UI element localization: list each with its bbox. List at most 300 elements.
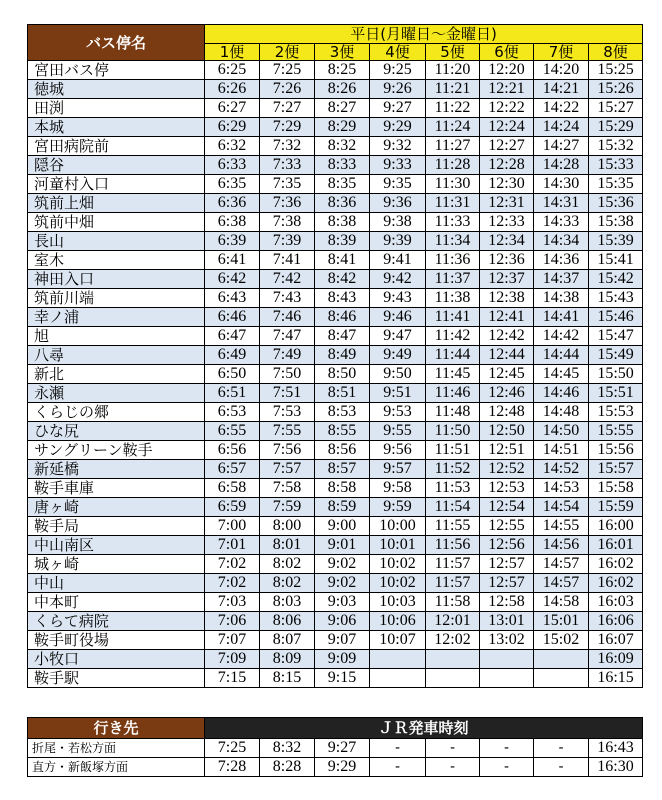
departure-time: 11:30 (426, 175, 480, 194)
bus-stop-name: 新延橋 (28, 460, 205, 479)
jr-departure-time: - (370, 758, 426, 777)
departure-time: 10:02 (370, 555, 426, 574)
departure-time: 12:50 (480, 422, 534, 441)
departure-time: 10:01 (370, 536, 426, 555)
departure-time: 15:32 (589, 137, 643, 156)
bus-stop-name: くらじの郷 (28, 403, 205, 422)
departure-time: 6:33 (205, 156, 260, 175)
departure-time: 12:42 (480, 327, 534, 346)
run-number-header: 5便 (426, 44, 480, 61)
departure-time: 9:41 (370, 251, 426, 270)
departure-time: 14:37 (534, 270, 589, 289)
departure-time: 14:42 (534, 327, 589, 346)
departure-time: 14:41 (534, 308, 589, 327)
departure-time: 6:43 (205, 289, 260, 308)
table-row (28, 99, 643, 118)
departure-time: 12:33 (480, 213, 534, 232)
departure-time: 15:27 (589, 99, 643, 118)
departure-time: 9:33 (370, 156, 426, 175)
bus-stop-name: 中本町 (28, 593, 205, 612)
departure-time: 14:52 (534, 460, 589, 479)
bus-stop-name: 城ヶ崎 (28, 555, 205, 574)
timetable-body (28, 61, 643, 688)
departure-time: 6:53 (205, 403, 260, 422)
table-row (28, 460, 643, 479)
departure-time: 11:41 (426, 308, 480, 327)
table-row (28, 631, 643, 650)
departure-time: 11:24 (426, 118, 480, 137)
departure-time: 14:44 (534, 346, 589, 365)
bus-stop-name: 筑前上畑 (28, 194, 205, 213)
bus-stop-name: 筑前川端 (28, 289, 205, 308)
jr-row (28, 758, 643, 777)
run-number-header: 4便 (370, 44, 426, 61)
departure-time: 15:53 (589, 403, 643, 422)
departure-time: 8:09 (260, 650, 315, 669)
departure-time: 9:26 (370, 80, 426, 99)
bus-stop-name: 中山南区 (28, 536, 205, 555)
departure-time: 14:38 (534, 289, 589, 308)
departure-time: 9:25 (370, 61, 426, 80)
bus-stop-name: 幸ノ浦 (28, 308, 205, 327)
departure-time (480, 650, 534, 669)
departure-time: 15:38 (589, 213, 643, 232)
departure-time: 8:56 (315, 441, 370, 460)
departure-time: 8:51 (315, 384, 370, 403)
jr-body (28, 739, 643, 777)
departure-time: 7:02 (205, 574, 260, 593)
departure-time: 11:55 (426, 517, 480, 536)
departure-time: 16:00 (589, 517, 643, 536)
departure-time: 11:33 (426, 213, 480, 232)
bus-stop-name: 河童村入口 (28, 175, 205, 194)
departure-time: 6:35 (205, 175, 260, 194)
jr-departure-time: 16:30 (589, 758, 643, 777)
departure-time: 11:38 (426, 289, 480, 308)
jr-departure-time: 8:32 (260, 739, 315, 758)
departure-time: 11:45 (426, 365, 480, 384)
departure-time: 6:32 (205, 137, 260, 156)
departure-time: 12:38 (480, 289, 534, 308)
departure-time: 11:36 (426, 251, 480, 270)
departure-time: 6:39 (205, 232, 260, 251)
table-row (28, 251, 643, 270)
departure-time: 16:15 (589, 669, 643, 688)
table-row (28, 232, 643, 251)
departure-time: 12:54 (480, 498, 534, 517)
departure-time: 12:48 (480, 403, 534, 422)
departure-time: 11:46 (426, 384, 480, 403)
run-number-header: 1便 (205, 44, 260, 61)
departure-time: 12:57 (480, 574, 534, 593)
run-number-header: 6便 (480, 44, 534, 61)
bus-stop-name: 永瀬 (28, 384, 205, 403)
departure-time: 14:58 (534, 593, 589, 612)
bus-stop-name: ひな尻 (28, 422, 205, 441)
departure-time: 8:55 (315, 422, 370, 441)
departure-time: 8:57 (315, 460, 370, 479)
departure-time: 8:03 (260, 593, 315, 612)
departure-time: 15:47 (589, 327, 643, 346)
departure-time: 9:43 (370, 289, 426, 308)
departure-time: 9:00 (315, 517, 370, 536)
departure-time: 12:30 (480, 175, 534, 194)
departure-time: 8:27 (315, 99, 370, 118)
departure-time: 7:58 (260, 479, 315, 498)
bus-stop-name: 鞍手車庫 (28, 479, 205, 498)
departure-time: 7:03 (205, 593, 260, 612)
departure-time: 14:36 (534, 251, 589, 270)
departure-time: 8:33 (315, 156, 370, 175)
bus-stop-name: くらて病院 (28, 612, 205, 631)
table-row (28, 194, 643, 213)
departure-time: 15:35 (589, 175, 643, 194)
departure-time: 15:36 (589, 194, 643, 213)
departure-time: 8:26 (315, 80, 370, 99)
departure-time: 12:27 (480, 137, 534, 156)
jr-departure-time: - (426, 739, 480, 758)
departure-time: 11:44 (426, 346, 480, 365)
departure-time: 15:01 (534, 612, 589, 631)
departure-time: 11:21 (426, 80, 480, 99)
bus-stop-name: 新北 (28, 365, 205, 384)
departure-time: 10:02 (370, 574, 426, 593)
departure-time: 7:00 (205, 517, 260, 536)
departure-time: 13:01 (480, 612, 534, 631)
departure-time: 12:34 (480, 232, 534, 251)
departure-time: 7:39 (260, 232, 315, 251)
departure-time: 8:47 (315, 327, 370, 346)
departure-time: 9:56 (370, 441, 426, 460)
departure-time: 11:50 (426, 422, 480, 441)
departure-time: 12:02 (426, 631, 480, 650)
table-row (28, 612, 643, 631)
departure-time: 9:42 (370, 270, 426, 289)
table-row (28, 422, 643, 441)
departure-time: 8:43 (315, 289, 370, 308)
departure-time: 9:53 (370, 403, 426, 422)
departure-time: 7:36 (260, 194, 315, 213)
departure-time: 14:55 (534, 517, 589, 536)
jr-departure-time: - (534, 739, 589, 758)
departure-time: 6:36 (205, 194, 260, 213)
departure-time: 15:39 (589, 232, 643, 251)
departure-time: 11:54 (426, 498, 480, 517)
bus-stop-name: 唐ヶ崎 (28, 498, 205, 517)
departure-time: 8:00 (260, 517, 315, 536)
departure-time: 6:57 (205, 460, 260, 479)
departure-time: 14:50 (534, 422, 589, 441)
jr-departure-time: 7:25 (205, 739, 260, 758)
departure-time: 15:43 (589, 289, 643, 308)
departure-time: 15:57 (589, 460, 643, 479)
departure-time: 9:38 (370, 213, 426, 232)
departure-time: 15:51 (589, 384, 643, 403)
departure-time: 14:27 (534, 137, 589, 156)
departure-time: 9:02 (315, 555, 370, 574)
destination-name: 直方・新飯塚方面 (28, 758, 205, 777)
bus-stop-name: 室木 (28, 251, 205, 270)
departure-time: 7:26 (260, 80, 315, 99)
departure-time: 15:46 (589, 308, 643, 327)
departure-time: 7:57 (260, 460, 315, 479)
departure-time: 7:56 (260, 441, 315, 460)
destination-header: 行き先 (28, 718, 205, 739)
bus-timetable (27, 24, 643, 688)
departure-time: 7:53 (260, 403, 315, 422)
departure-time: 15:59 (589, 498, 643, 517)
departure-time: 10:07 (370, 631, 426, 650)
departure-time: 8:53 (315, 403, 370, 422)
departure-time: 10:06 (370, 612, 426, 631)
departure-time: 8:38 (315, 213, 370, 232)
departure-time: 7:09 (205, 650, 260, 669)
departure-time: 8:29 (315, 118, 370, 137)
departure-time: 7:46 (260, 308, 315, 327)
departure-time: 12:44 (480, 346, 534, 365)
table-row (28, 669, 643, 688)
departure-time: 11:51 (426, 441, 480, 460)
departure-time: 6:51 (205, 384, 260, 403)
jr-departure-time: - (480, 758, 534, 777)
departure-time (480, 669, 534, 688)
departure-time: 6:49 (205, 346, 260, 365)
departure-time: 12:22 (480, 99, 534, 118)
departure-time: 7:07 (205, 631, 260, 650)
departure-time: 15:42 (589, 270, 643, 289)
departure-time: 9:06 (315, 612, 370, 631)
run-number-header: 2便 (260, 44, 315, 61)
departure-time: 13:02 (480, 631, 534, 650)
bus-stop-name: 田渕 (28, 99, 205, 118)
departure-time: 11:53 (426, 479, 480, 498)
departure-time: 9:59 (370, 498, 426, 517)
destination-name: 折尾・若松方面 (28, 739, 205, 758)
table-row (28, 156, 643, 175)
departure-time: 14:54 (534, 498, 589, 517)
table-row (28, 175, 643, 194)
departure-time: 11:58 (426, 593, 480, 612)
departure-time: 11:48 (426, 403, 480, 422)
departure-time: 12:46 (480, 384, 534, 403)
departure-time: 7:27 (260, 99, 315, 118)
departure-time: 15:41 (589, 251, 643, 270)
table-row (28, 308, 643, 327)
jr-departure-time: 9:27 (315, 739, 370, 758)
departure-time: 14:57 (534, 555, 589, 574)
departure-time: 7:55 (260, 422, 315, 441)
jr-departure-time: 7:28 (205, 758, 260, 777)
departure-time: 11:34 (426, 232, 480, 251)
stop-name-header: バス停名 (28, 25, 205, 61)
departure-time: 6:27 (205, 99, 260, 118)
jr-row (28, 739, 643, 758)
departure-time: 7:01 (205, 536, 260, 555)
departure-time: 8:39 (315, 232, 370, 251)
departure-time: 9:32 (370, 137, 426, 156)
departure-time: 12:20 (480, 61, 534, 80)
departure-time: 11:31 (426, 194, 480, 213)
departure-time: 6:55 (205, 422, 260, 441)
departure-time: 8:32 (315, 137, 370, 156)
departure-time: 12:45 (480, 365, 534, 384)
departure-time: 7:59 (260, 498, 315, 517)
departure-time: 7:32 (260, 137, 315, 156)
departure-time: 16:09 (589, 650, 643, 669)
departure-time: 11:42 (426, 327, 480, 346)
departure-time: 6:58 (205, 479, 260, 498)
jr-departure-header: ＪＲ発車時刻 (205, 718, 643, 739)
bus-stop-name: 宮田病院前 (28, 137, 205, 156)
jr-departure-table (27, 717, 643, 777)
departure-time: 14:53 (534, 479, 589, 498)
jr-departure-time: - (370, 739, 426, 758)
weekday-period-header: 平日(月曜日～金曜日) (205, 25, 643, 44)
departure-time: 6:38 (205, 213, 260, 232)
departure-time: 9:50 (370, 365, 426, 384)
departure-time: 16:06 (589, 612, 643, 631)
departure-time: 15:33 (589, 156, 643, 175)
table-row (28, 289, 643, 308)
departure-time: 15:56 (589, 441, 643, 460)
departure-time: 11:20 (426, 61, 480, 80)
departure-time: 7:41 (260, 251, 315, 270)
table-row (28, 650, 643, 669)
departure-time: 11:56 (426, 536, 480, 555)
jr-departure-time: 9:29 (315, 758, 370, 777)
departure-time: 7:50 (260, 365, 315, 384)
departure-time: 14:45 (534, 365, 589, 384)
departure-time: 14:34 (534, 232, 589, 251)
departure-time: 11:57 (426, 555, 480, 574)
departure-time: 16:07 (589, 631, 643, 650)
departure-time: 9:51 (370, 384, 426, 403)
departure-time: 9:02 (315, 574, 370, 593)
departure-time: 12:41 (480, 308, 534, 327)
departure-time: 12:28 (480, 156, 534, 175)
departure-time: 8:07 (260, 631, 315, 650)
departure-time: 14:30 (534, 175, 589, 194)
departure-time: 9:39 (370, 232, 426, 251)
departure-time: 8:59 (315, 498, 370, 517)
departure-time: 9:03 (315, 593, 370, 612)
departure-time: 14:31 (534, 194, 589, 213)
departure-time: 6:42 (205, 270, 260, 289)
departure-time: 6:25 (205, 61, 260, 80)
table-row (28, 593, 643, 612)
departure-time: 9:57 (370, 460, 426, 479)
departure-time: 16:01 (589, 536, 643, 555)
departure-time: 9:01 (315, 536, 370, 555)
departure-time: 6:50 (205, 365, 260, 384)
bus-stop-name: 鞍手局 (28, 517, 205, 536)
departure-time: 6:29 (205, 118, 260, 137)
departure-time: 8:42 (315, 270, 370, 289)
departure-time: 8:41 (315, 251, 370, 270)
jr-departure-time: - (426, 758, 480, 777)
departure-time: 7:38 (260, 213, 315, 232)
departure-time: 7:06 (205, 612, 260, 631)
departure-time: 7:25 (260, 61, 315, 80)
departure-time: 8:02 (260, 555, 315, 574)
bus-stop-name: 小牧口 (28, 650, 205, 669)
bus-stop-name: 鞍手駅 (28, 669, 205, 688)
bus-stop-name: 旭 (28, 327, 205, 346)
departure-time: 6:46 (205, 308, 260, 327)
departure-time: 8:15 (260, 669, 315, 688)
departure-time: 7:02 (205, 555, 260, 574)
table-row (28, 270, 643, 289)
departure-time: 9:15 (315, 669, 370, 688)
departure-time: 7:49 (260, 346, 315, 365)
departure-time: 7:15 (205, 669, 260, 688)
departure-time: 15:02 (534, 631, 589, 650)
departure-time: 12:57 (480, 555, 534, 574)
departure-time: 14:22 (534, 99, 589, 118)
departure-time: 11:52 (426, 460, 480, 479)
departure-time: 16:02 (589, 555, 643, 574)
departure-time: 7:47 (260, 327, 315, 346)
departure-time: 9:46 (370, 308, 426, 327)
departure-time: 12:52 (480, 460, 534, 479)
departure-time: 14:48 (534, 403, 589, 422)
departure-time (370, 650, 426, 669)
jr-departure-time: 8:28 (260, 758, 315, 777)
departure-time: 8:02 (260, 574, 315, 593)
bus-stop-name: 長山 (28, 232, 205, 251)
table-row (28, 137, 643, 156)
run-number-header: 7便 (534, 44, 589, 61)
departure-time: 9:47 (370, 327, 426, 346)
departure-time: 12:56 (480, 536, 534, 555)
departure-time: 9:29 (370, 118, 426, 137)
departure-time: 12:37 (480, 270, 534, 289)
departure-time: 10:03 (370, 593, 426, 612)
table-row (28, 441, 643, 460)
departure-time: 15:58 (589, 479, 643, 498)
departure-time: 15:25 (589, 61, 643, 80)
departure-time: 15:55 (589, 422, 643, 441)
table-row (28, 213, 643, 232)
departure-time: 14:51 (534, 441, 589, 460)
table-row (28, 365, 643, 384)
departure-time: 7:42 (260, 270, 315, 289)
departure-time: 8:49 (315, 346, 370, 365)
jr-departure-time: - (534, 758, 589, 777)
departure-time: 14:20 (534, 61, 589, 80)
departure-time: 8:01 (260, 536, 315, 555)
departure-time: 7:29 (260, 118, 315, 137)
table-row (28, 118, 643, 137)
departure-time: 16:03 (589, 593, 643, 612)
departure-time: 12:53 (480, 479, 534, 498)
departure-time: 9:55 (370, 422, 426, 441)
departure-time: 11:28 (426, 156, 480, 175)
departure-time: 12:51 (480, 441, 534, 460)
run-number-header: 8便 (589, 44, 643, 61)
bus-stop-name: 八尋 (28, 346, 205, 365)
departure-time: 14:46 (534, 384, 589, 403)
departure-time: 12:24 (480, 118, 534, 137)
bus-stop-name: 宮田バス停 (28, 61, 205, 80)
departure-time: 11:37 (426, 270, 480, 289)
departure-time: 9:49 (370, 346, 426, 365)
jr-departure-time: 16:43 (589, 739, 643, 758)
departure-time: 12:58 (480, 593, 534, 612)
departure-time: 8:25 (315, 61, 370, 80)
departure-time: 15:50 (589, 365, 643, 384)
departure-time: 14:56 (534, 536, 589, 555)
